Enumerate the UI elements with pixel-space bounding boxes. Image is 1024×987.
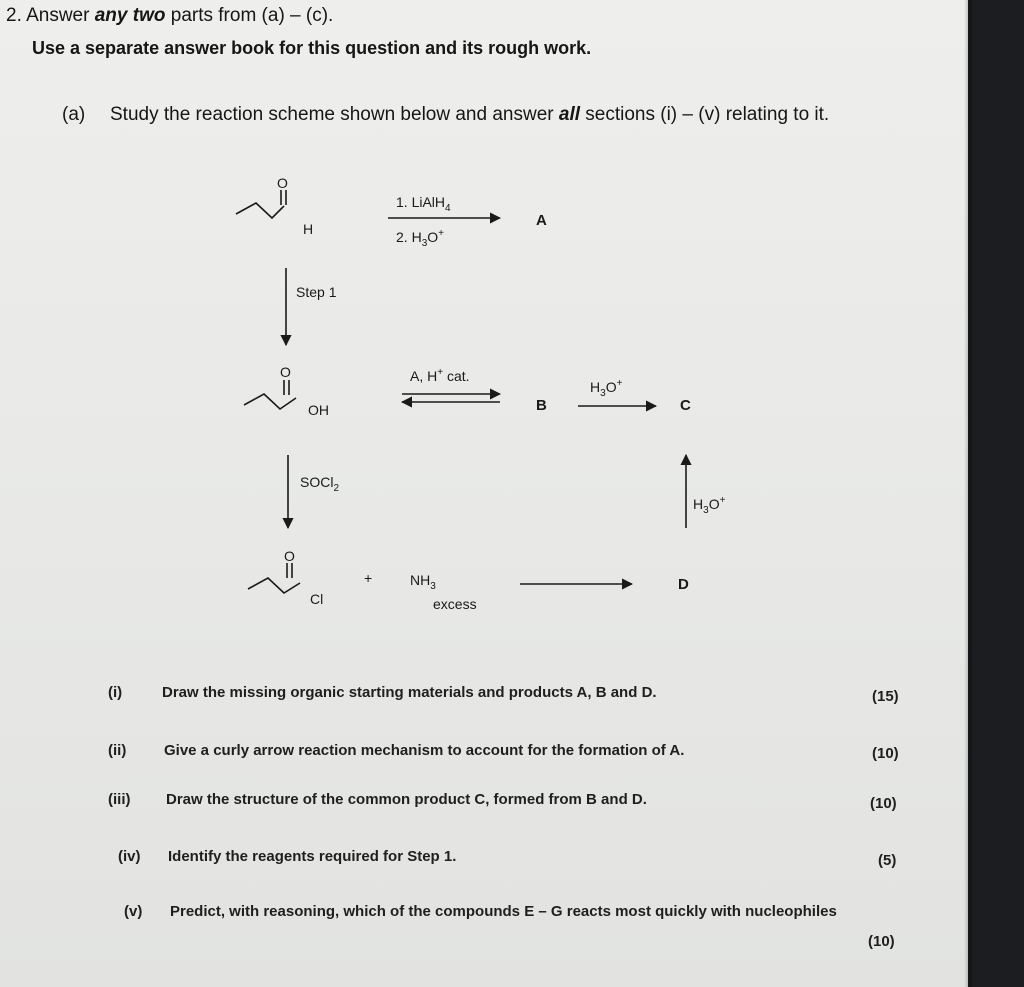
section-v-text (170, 903, 837, 920)
ester-reagent (410, 367, 470, 384)
section-v-mid: reacts most quickly with nucleophiles (562, 903, 837, 920)
section-v-bold: E – G (524, 903, 563, 920)
section-ii-post: . (680, 742, 685, 759)
hydrolysis-b-o: O (605, 379, 617, 395)
section-i-text (162, 684, 657, 701)
h3o-subscript: 3 (421, 238, 428, 249)
section-iii-pre: Draw the structure of the common product (166, 791, 475, 808)
lialh4-text: 1. LiAlH (396, 194, 446, 210)
product-b-label: B (536, 397, 547, 414)
section-i-mid: and (606, 684, 642, 701)
section-i-bold: A, B (576, 684, 607, 701)
acid-oh-label: OH (308, 402, 329, 418)
section-iii-number: (iii) (108, 791, 131, 808)
section-ii-text (164, 742, 684, 759)
reagent-lialh4 (396, 194, 451, 214)
ester-reagent-post: cat. (443, 368, 470, 384)
acyl-o-label: O (284, 548, 295, 564)
acyl-cl-label: Cl (310, 591, 324, 607)
section-ii-number: (ii) (108, 742, 127, 759)
product-d-label: D (678, 576, 689, 593)
section-iii-marks: (10) (870, 795, 897, 812)
section-iv-text: Identify the reagents required for Step 1. (168, 848, 457, 865)
acid-o-label: O (280, 364, 291, 380)
socl2-reagent (300, 474, 339, 494)
section-iii-bold3: D (631, 791, 643, 808)
part-a-text-pre: Study the reaction scheme shown below and answer (110, 104, 559, 125)
acid-skeleton (244, 394, 296, 409)
aldehyde-h-label: H (303, 221, 314, 237)
section-i-marks: (15) (872, 688, 899, 705)
plus-sign: + (364, 570, 373, 586)
section-iii-text (166, 791, 647, 808)
ammonia-reagent (410, 572, 436, 592)
page-edge-shadow (964, 0, 972, 987)
section-iii-bold: C (474, 791, 486, 808)
section-iii-post-mid: and (596, 791, 632, 808)
section-ii-marks: (10) (872, 745, 899, 762)
hydrolysis-b-h: H (590, 379, 601, 395)
h3o-h: 2. H (396, 229, 422, 245)
section-iv-number: (iv) (118, 848, 141, 865)
product-a-label: A (536, 212, 547, 229)
reagent-h3o (396, 228, 444, 249)
hydrolysis-d-o: O (708, 496, 720, 512)
section-i-bold2: D (641, 684, 653, 701)
part-a-text-post: sections (i) – (v) relating to it. (580, 104, 830, 125)
aldehyde-o-label: O (277, 175, 288, 191)
hydrolysis-d-reagent (693, 495, 726, 516)
lialh4-subscript: 4 (445, 203, 451, 214)
product-c-label: C (680, 397, 691, 414)
ester-reagent-sup: + (437, 367, 444, 378)
section-iv-marks: (5) (878, 852, 897, 869)
acyl-chloride-skeleton (248, 578, 300, 593)
question-number: 2. (6, 5, 22, 26)
section-v-marks: (10) (868, 933, 895, 950)
hydrolysis-d-h: H (693, 496, 704, 512)
hydrolysis-b-sub: 3 (600, 388, 606, 399)
section-iii-post: . (642, 791, 647, 808)
h3o-o: O (427, 229, 439, 245)
part-a-text-emphasis: all (558, 104, 580, 125)
answer-book-rule: Use a separate answer book for this question and its rough work. (32, 38, 592, 58)
ester-reagent-pre: A, H (410, 368, 438, 384)
hydrolysis-b-reagent (590, 378, 623, 399)
section-i-pre: Draw the missing organic starting materials and products (162, 684, 577, 701)
section-iii-mid: , formed from (485, 791, 587, 808)
section-ii-bold: A (669, 742, 681, 759)
instruction-emphasis: any two (94, 5, 166, 26)
part-a-label: (a) (62, 104, 86, 125)
instruction-pre: Answer (26, 5, 95, 26)
excess-label: excess (433, 596, 477, 612)
aldehyde-skeleton (236, 203, 284, 218)
hydrolysis-d-sub: 3 (703, 505, 709, 516)
section-v-number: (v) (124, 903, 143, 920)
hydrolysis-d-sup: + (719, 495, 726, 506)
hydrolysis-b-sup: + (616, 378, 623, 389)
section-v-pre: Predict, with reasoning, which of the compounds (170, 903, 525, 920)
instruction-post: parts from (a) – (c). (165, 5, 334, 26)
nh3-text: NH (410, 572, 431, 588)
section-i-post: . (652, 684, 657, 701)
section-ii-pre: Give a curly arrow reaction mechanism to account for the formation of (164, 742, 670, 759)
section-i-number: (i) (108, 684, 123, 701)
h3o-superscript: + (438, 228, 444, 239)
nh3-subscript: 3 (430, 581, 436, 592)
socl2-text: SOCl (300, 474, 334, 490)
step1-label: Step 1 (296, 284, 337, 300)
socl2-subscript: 2 (333, 483, 340, 494)
section-iii-bold2: B (586, 791, 597, 808)
